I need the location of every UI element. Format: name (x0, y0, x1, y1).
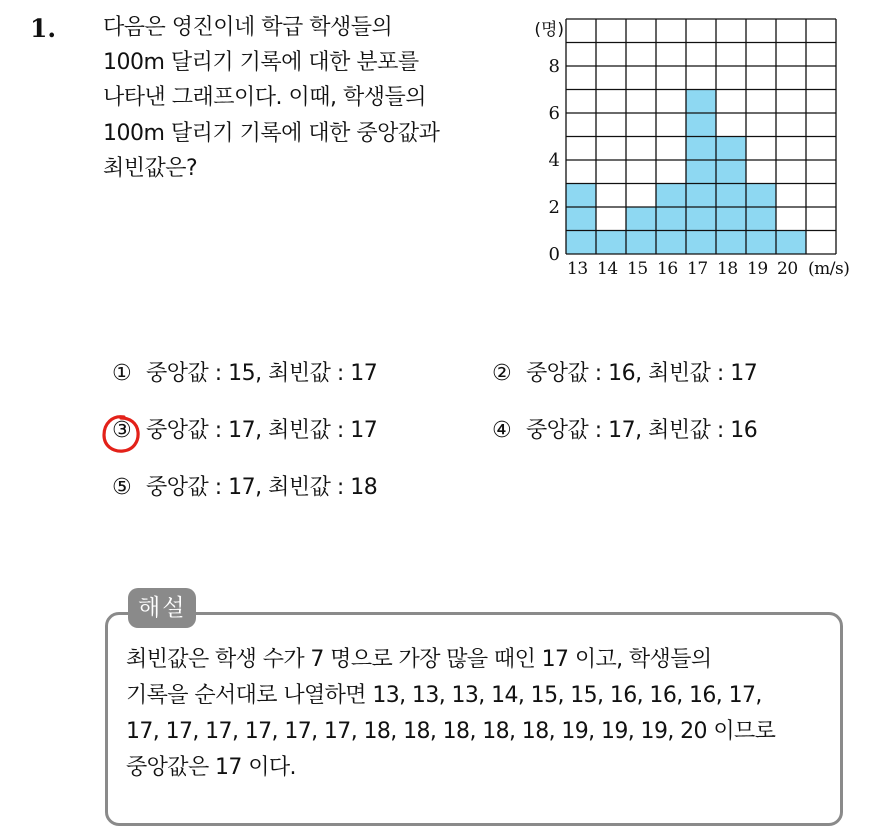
question-line: 다음은 영진이네 학급 학생들의 (103, 15, 393, 40)
choice-1[interactable] (112, 356, 377, 387)
x-tick-label: 13 (567, 259, 588, 279)
histogram-bar (566, 184, 596, 255)
y-tick-label: 4 (548, 150, 560, 171)
choice-3[interactable] (112, 413, 377, 444)
choice-2[interactable] (492, 356, 757, 387)
choice-number: ① (112, 361, 132, 386)
x-tick-label: 14 (597, 259, 618, 279)
x-tick-label: 16 (657, 259, 678, 279)
choice-text: 중앙값 : 17, 최빈값 : 17 (146, 418, 378, 443)
choice-number: ③ (112, 418, 132, 443)
question-text (103, 10, 503, 186)
choice-text: 중앙값 : 17, 최빈값 : 18 (146, 475, 378, 500)
question-line: 100m 달리기 기록에 대한 분포를 (103, 50, 419, 76)
choice-4[interactable] (492, 413, 757, 444)
y-tick-label: 2 (548, 197, 560, 218)
x-tick-label: 15 (627, 259, 648, 279)
histogram-bar (716, 137, 746, 255)
x-tick-label: 17 (687, 259, 708, 279)
question-line: 100m 달리기 기록에 대한 중앙값과 (103, 120, 440, 146)
x-axis-label: (m/s) (808, 259, 850, 279)
histogram-chart (515, 18, 865, 288)
choice-text: 중앙값 : 17, 최빈값 : 16 (526, 418, 758, 443)
histogram-bar (656, 184, 686, 255)
choice-number: ④ (492, 418, 512, 443)
histogram-bar (596, 231, 626, 255)
y-tick-label: 6 (548, 103, 560, 124)
histogram-bar (746, 184, 776, 255)
y-tick-label: 8 (548, 56, 560, 77)
x-tick-label: 19 (747, 259, 768, 279)
histogram-bar (776, 231, 806, 255)
solution-tag: 해설 (128, 588, 196, 628)
choice-5[interactable] (112, 470, 377, 501)
choice-text: 중앙값 : 16, 최빈값 : 17 (526, 361, 758, 386)
question-number: 1. (30, 14, 57, 43)
solution-line: 최빈값은 학생 수가 7 명으로 가장 많을 때인 17 이고, 학생들의 (126, 647, 712, 672)
solution-line: 기록을 순서대로 나열하면 13, 13, 13, 14, 15, 15, 16, 16, 16, 17, (126, 682, 762, 708)
choice-text: 중앙값 : 15, 최빈값 : 17 (146, 361, 378, 386)
y-axis-label: (명) (534, 20, 564, 40)
choice-number: ⑤ (112, 475, 132, 500)
choice-number: ② (492, 361, 512, 386)
y-tick-label: 0 (548, 244, 560, 265)
histogram-bar (686, 90, 716, 255)
question-line: 나타낸 그래프이다. 이때, 학생들의 (103, 85, 426, 111)
x-tick-label: 18 (717, 259, 738, 279)
question-line: 최빈값은? (103, 155, 198, 181)
x-tick-label: 20 (777, 259, 798, 279)
solution-line: 17, 17, 17, 17, 17, 17, 18, 18, 18, 18, 18, 19, 19, 19, 20 이므로 (126, 718, 776, 744)
solution-text (126, 642, 826, 785)
solution-line: 중앙값은 17 이다. (126, 754, 296, 780)
